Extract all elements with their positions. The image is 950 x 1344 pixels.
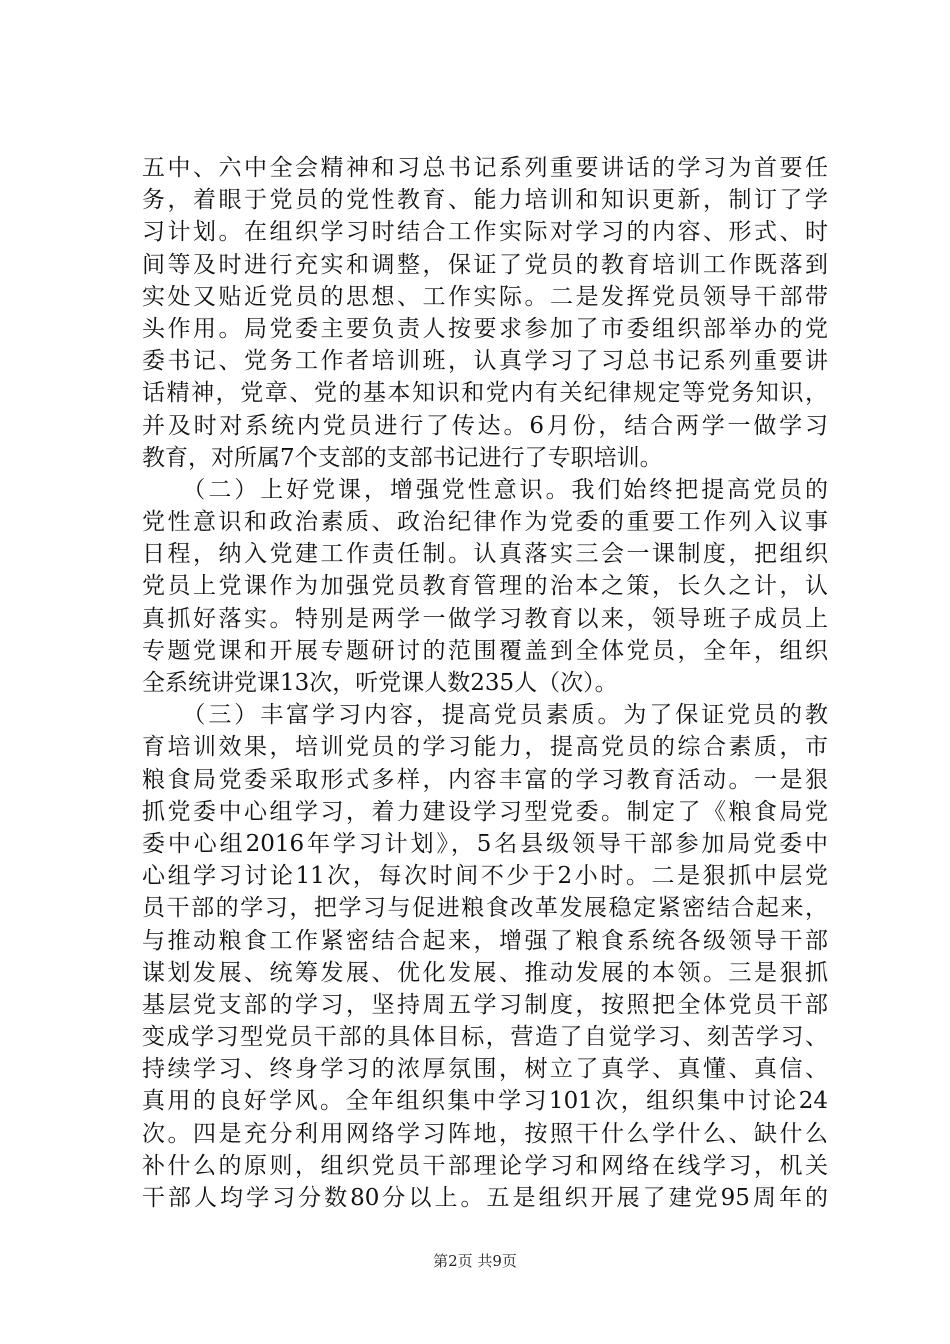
text-line: 真抓好落实。特别是两学一做学习教育以来，领导班子成员上: [142, 605, 828, 632]
text-line: （三）丰富学习内容，提高党员素质。为了保证党员的教: [142, 702, 828, 729]
text-line: 教育，对所属7个支部的支部书记进行了专职培训。: [142, 444, 663, 471]
text-line: 变成学习型党员干部的具体目标，营造了自觉学习、刻苦学习、: [142, 1024, 828, 1051]
page-number-footer: 第2页 共9页: [433, 1252, 517, 1270]
text-line: 基层党支部的学习，坚持周五学习制度，按照把全体党员干部: [142, 991, 828, 1018]
text-line: 抓党委中心组学习，着力建设学习型党委。制定了《粮食局党: [142, 798, 828, 825]
text-line: 间等及时进行充实和调整，保证了党员的教育培训工作既落到: [142, 251, 828, 278]
text-line: 务，着眼于党员的党性教育、能力培训和知识更新，制订了学: [142, 187, 828, 214]
text-line: 党性意识和政治素质、政治纪律作为党委的重要工作列入议事: [142, 509, 828, 536]
text-line: 干部人均学习分数80分以上。五是组织开展了建党95周年的: [142, 1185, 828, 1211]
text-line: 谋划发展、统筹发展、优化发展、推动发展的本领。三是狠抓: [142, 959, 828, 986]
text-line: 实处又贴近党员的思想、工作实际。二是发挥党员领导干部带: [142, 283, 828, 310]
text-line: 委中心组2016年学习计划》，5名县级领导干部参加局党委中: [142, 830, 828, 857]
text-line: 粮食局党委采取形式多样，内容丰富的学习教育活动。一是狠: [142, 766, 828, 793]
text-line: 五中、六中全会精神和习总书记系列重要讲话的学习为首要任: [142, 155, 828, 181]
text-line: 头作用。局党委主要负责人按要求参加了市委组织部举办的党: [142, 315, 828, 342]
text-line: 真用的良好学风。全年组织集中学习101次，组织集中讨论24: [142, 1088, 828, 1115]
text-line: 育培训效果，培训党员的学习能力，提高党员的综合素质，市: [142, 734, 828, 761]
text-line: 话精神，党章、党的基本知识和党内有关纪律规定等党务知识，: [142, 380, 828, 407]
text-line: 委书记、党务工作者培训班，认真学习了习总书记系列重要讲: [142, 348, 828, 375]
text-line: 专题党课和开展专题研讨的范围覆盖到全体党员，全年，组织: [142, 637, 828, 664]
text-line: 员干部的学习，把学习与促进粮食改革发展稳定紧密结合起来，: [142, 895, 828, 922]
text-line: 全系统讲党课13次，听党课人数235人（次）。: [142, 670, 618, 696]
text-line: 日程，纳入党建工作责任制。认真落实三会一课制度，把组织: [142, 541, 828, 568]
text-line: 心组学习讨论11次，每次时间不少于2小时。二是狠抓中层党: [142, 863, 828, 890]
text-line: 习计划。在组织学习时结合工作实际对学习的内容、形式、时: [142, 219, 828, 246]
text-line: 与推动粮食工作紧密结合起来，增强了粮食系统各级领导干部: [142, 927, 828, 954]
text-line: 并及时对系统内党员进行了传达。6月份，结合两学一做学习: [142, 412, 828, 439]
body-text: [142, 152, 828, 1214]
text-line: 次。四是充分利用网络学习阵地，按照干什么学什么、缺什么: [142, 1120, 828, 1147]
text-line: 持续学习、终身学习的浓厚氛围，树立了真学、真懂、真信、: [142, 1056, 828, 1083]
text-line: 党员上党课作为加强党员教育管理的治本之策，长久之计，认: [142, 573, 828, 600]
text-line: （二）上好党课，增强党性意识。我们始终把提高党员的: [142, 476, 828, 503]
text-line: 补什么的原则，组织党员干部理论学习和网络在线学习，机关: [142, 1152, 828, 1179]
